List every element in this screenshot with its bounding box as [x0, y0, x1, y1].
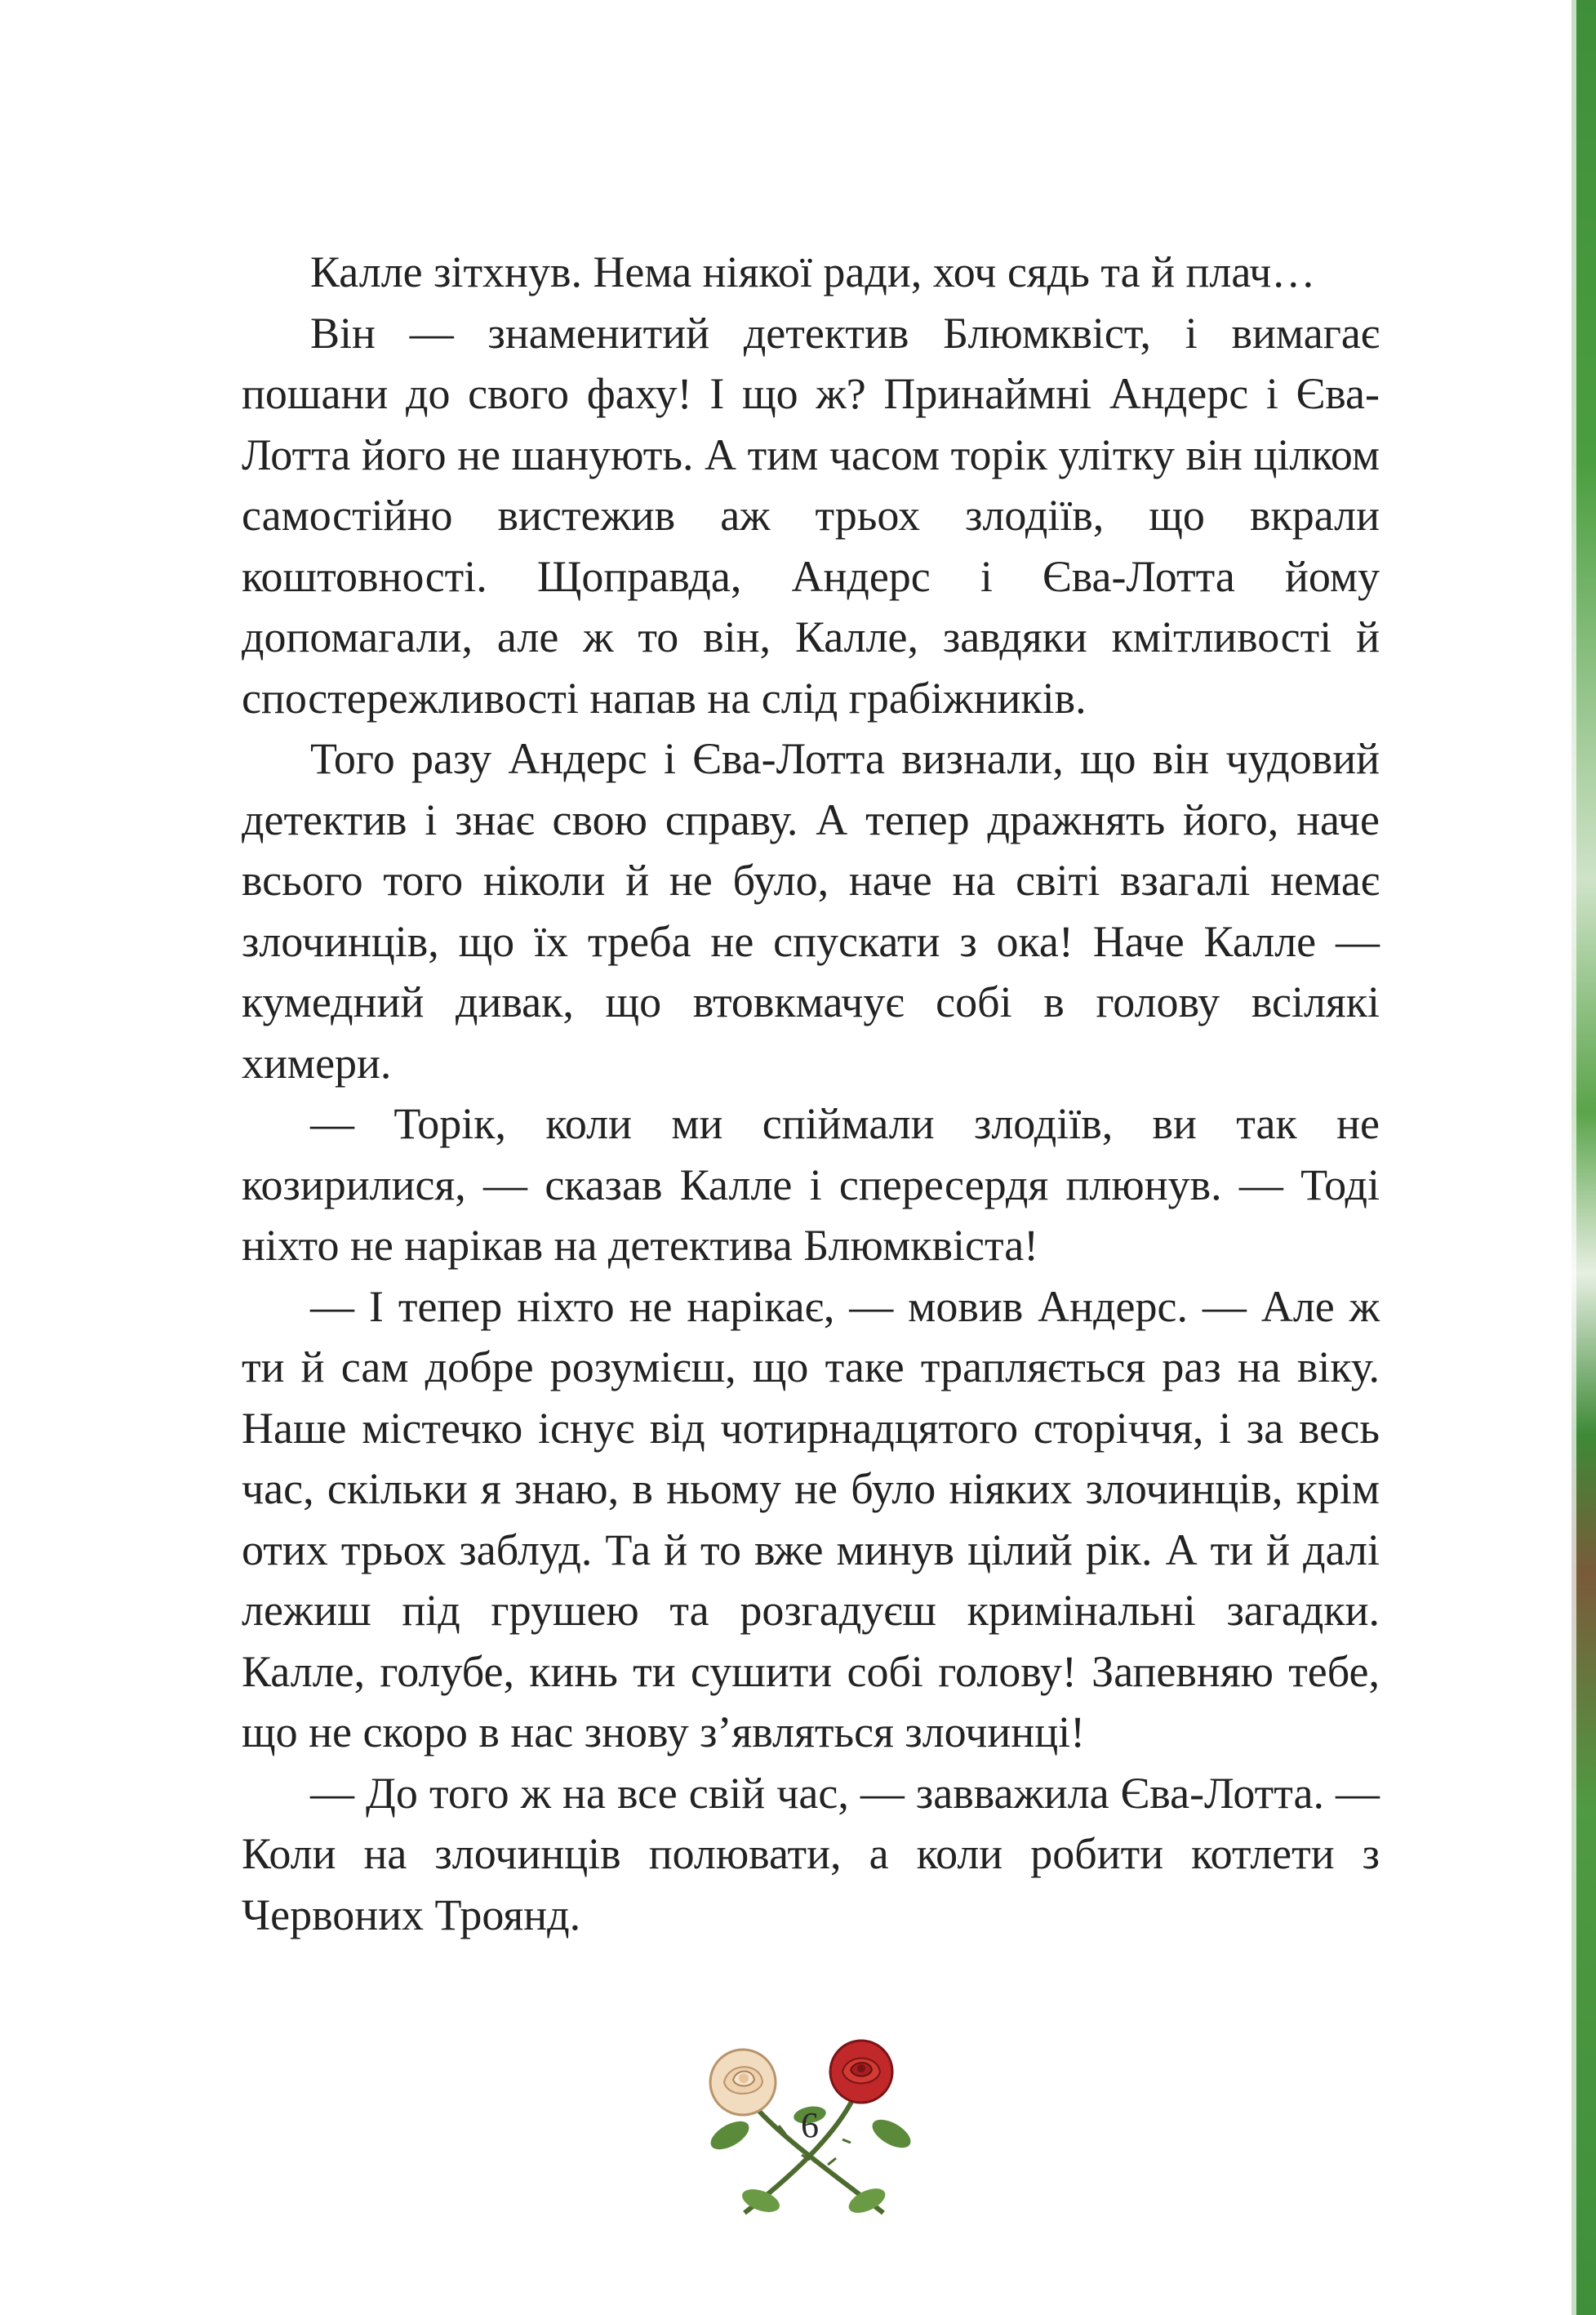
page-folio	[687, 2037, 932, 2225]
page-number: 6	[801, 2105, 819, 2145]
paragraph: Того разу Андерс і Єва-Лотта визнали, що він чудовий детектив і знає свою справу. А тепер дражнять його, наче всього того ніколи й не було, наче на світі взагалі немає злочинців, що їх треба не спускати з ока! Наче Калле — кумедний дивак, що втовкмачує собі в голову всілякі химери.	[242, 734, 1380, 1088]
paragraph: — І тепер ніхто не нарікає, — мовив Андерс. — Але ж ти й сам добре розумієш, що таке трапляється раз на віку. Наше містечко існує від чотирнадцятого сторіччя, і за весь час, скільки я знаю, в ньому не було ніяких злочинців, крім отих трьох заблуд. Та й то вже минув цілий рік. А ти й далі лежиш під грушею та розгадуєш кримінальні загадки. Калле, голубе, кинь ти сушити собі голову! Запевняю тебе, що не скоро в нас знову з’являться злочинці!	[242, 1281, 1380, 1756]
paragraph: Калле зітхнув. Нема ніякої ради, хоч сядь та й плач…	[310, 247, 1316, 296]
paragraph: — До того ж на все свій час, — завважила Єва-Лотта. — Коли на злочинців полювати, а коли робити котлети з Червоних Троянд.	[242, 1768, 1380, 1939]
page-edge-shade	[1572, 0, 1576, 2315]
body-text	[242, 242, 1380, 1945]
paragraph: Він — знаменитий детектив Блюмквіст, і вимагає пошани до свого фаху! І що ж? Принаймні Андерс і Єва-Лотта його не шанують. А тим часом торік улітку він цілком самостійно вистежив аж трьох злодіїв, що вкрали коштовності. Щоправда, Андерс і Єва-Лотта йому допомагали, але ж то він, Калле, завдяки кмітливості й спостережливості напав на слід грабіжників.	[242, 308, 1380, 723]
paragraph: — Торік, коли ми спіймали злодіїв, ви так не козирилися, — сказав Калле і спересердя плюнув. — Тоді ніхто не нарікав на детектива Блюмквіста!	[242, 1099, 1380, 1270]
page-edge-strip	[1572, 0, 1596, 2315]
red-rose-icon	[830, 2041, 892, 2103]
